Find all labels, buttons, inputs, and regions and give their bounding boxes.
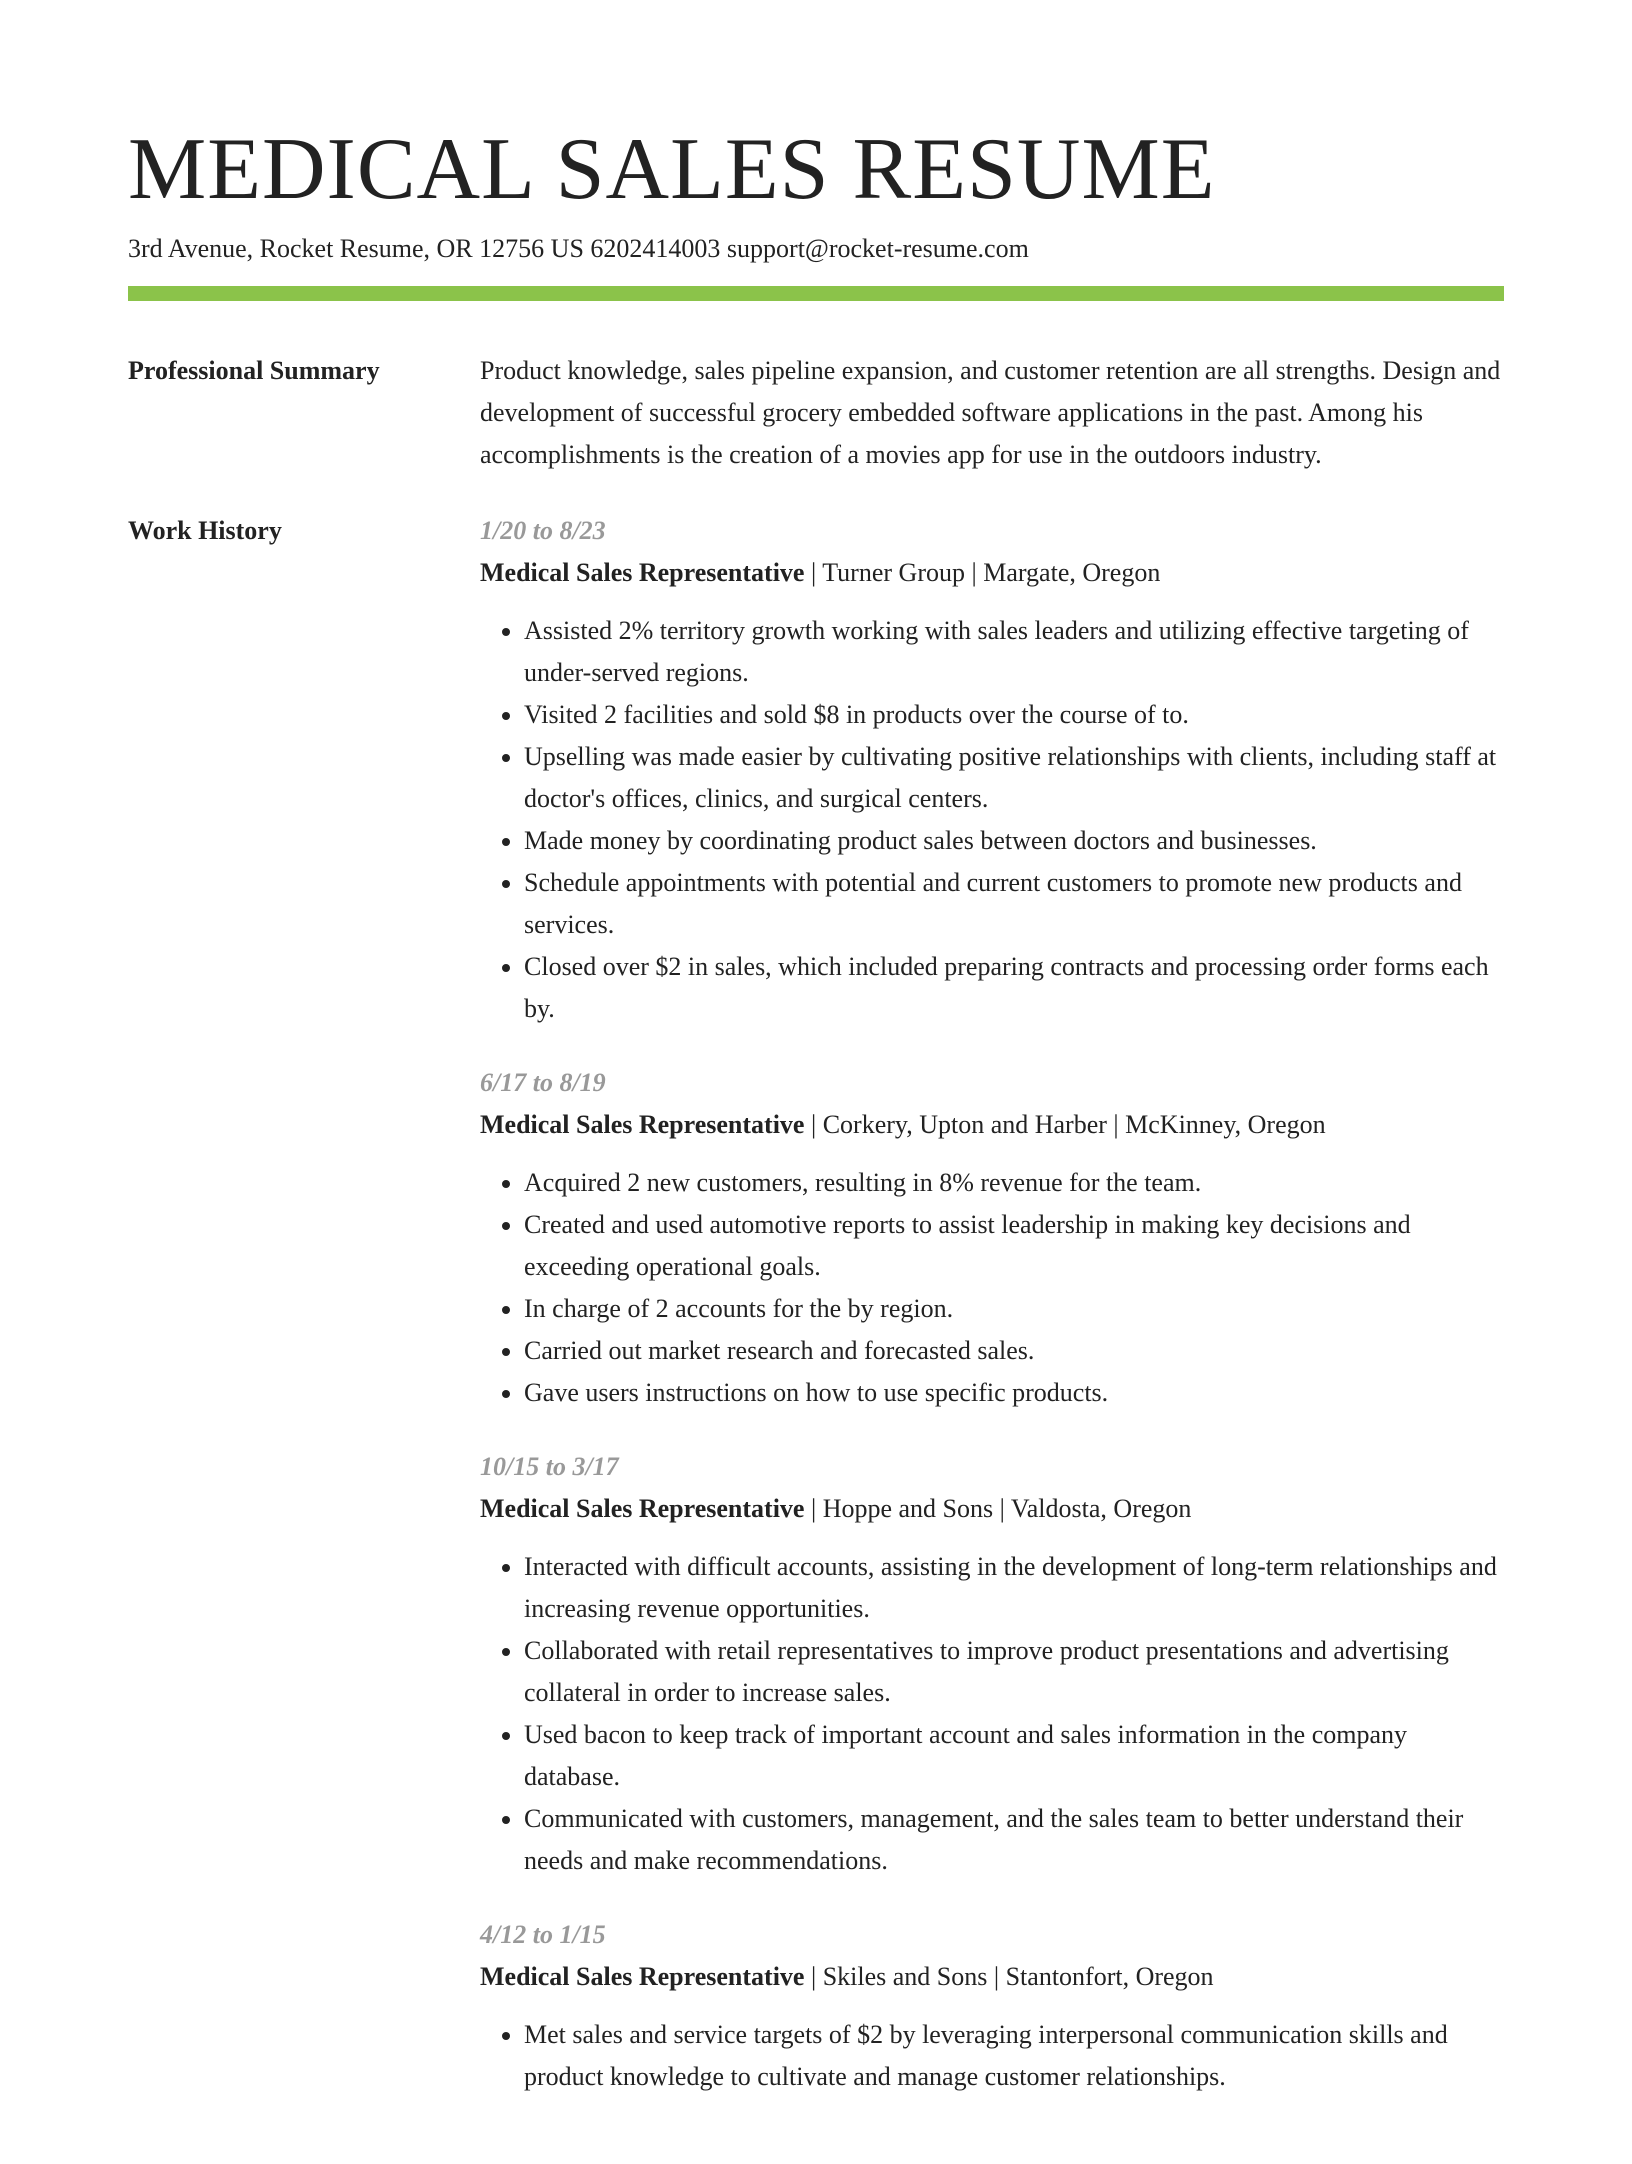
job-title: Medical Sales Representative: [480, 1110, 805, 1139]
resume-sections: [128, 350, 1504, 2164]
professional-summary-body: [480, 350, 1504, 476]
job-dates: 1/20 to 8/23: [480, 516, 606, 545]
job-bullet: • In charge of 2 accounts for the by region.: [524, 1288, 1504, 1330]
job-company: Hoppe and Sons: [822, 1494, 994, 1523]
job-heading-line: [480, 1488, 1504, 1530]
professional-summary-section: [128, 350, 1504, 476]
contact-line: 3rd Avenue, Rocket Resume, OR 12756 US 6202414003 support@rocket-resume.com: [128, 234, 1029, 263]
work-history-body: [480, 510, 1504, 2130]
job-bullet: • Schedule appointments with potential and current customers to promote new products and services.: [524, 862, 1504, 946]
job-location: McKinney, Oregon: [1125, 1110, 1326, 1139]
job-bullets: [480, 610, 1504, 1030]
job-location: Valdosta, Oregon: [1010, 1494, 1192, 1523]
job-bullet: • Created and used automotive reports to assist leadership in making key decisions and exceeding operational goals.: [524, 1204, 1504, 1288]
job-company: Skiles and Sons: [822, 1962, 988, 1991]
job-bullet: • Carried out market research and forecasted sales.: [524, 1330, 1504, 1372]
job-entry: [480, 510, 1504, 1030]
summary-text: Product knowledge, sales pipeline expansion, and customer retention are all strengths. Design and development of successful grocery embedded software applications in the past. Among his accomplishments is the creation of a movies app for use in the outdoors industry.: [480, 356, 1501, 469]
separator: |: [993, 1494, 1011, 1523]
separator: |: [804, 558, 823, 587]
job-bullet: • Met sales and service targets of $2 by leveraging interpersonal communication skills and product knowledge to cultivate and manage customer relationships.: [524, 2014, 1504, 2098]
job-location: Stantonfort, Oregon: [1005, 1962, 1214, 1991]
work-history-section: [128, 510, 1504, 2130]
job-bullet: • Visited 2 facilities and sold $8 in products over the course of to.: [524, 694, 1504, 736]
job-bullet: • Closed over $2 in sales, which included preparing contracts and processing order forms each by.: [524, 946, 1504, 1030]
job-heading-line: [480, 1104, 1504, 1146]
job-bullet: • Interacted with difficult accounts, assisting in the development of long-term relationships and increasing revenue opportunities.: [524, 1546, 1504, 1630]
job-bullets: [480, 1546, 1504, 1882]
separator: |: [804, 1494, 823, 1523]
job-dates: 10/15 to 3/17: [480, 1452, 619, 1481]
job-company: Turner Group: [822, 558, 965, 587]
job-entry: [480, 1914, 1504, 2098]
job-bullet: • Communicated with customers, management, and the sales team to better understand their needs and make recommendations.: [524, 1798, 1504, 1882]
job-location: Margate, Oregon: [983, 558, 1161, 587]
accent-divider: [128, 286, 1504, 301]
job-entry: [480, 1446, 1504, 1882]
job-bullet: • Gave users instructions on how to use specific products.: [524, 1372, 1504, 1414]
job-bullet: • Upselling was made easier by cultivating positive relationships with clients, including staff at doctor's offices, clinics, and surgical centers.: [524, 736, 1504, 820]
job-bullet: • Made money by coordinating product sales between doctors and businesses.: [524, 820, 1504, 862]
job-bullet: • Acquired 2 new customers, resulting in 8% revenue for the team.: [524, 1162, 1504, 1204]
separator: |: [1106, 1110, 1126, 1139]
job-bullets: [480, 2014, 1504, 2098]
job-title: Medical Sales Representative: [480, 1494, 805, 1523]
job-dates: 4/12 to 1/15: [480, 1920, 606, 1949]
job-dates: 6/17 to 8/19: [480, 1068, 606, 1097]
job-entry: [480, 1062, 1504, 1414]
job-heading-line: [480, 552, 1504, 594]
separator: |: [964, 558, 984, 587]
section-heading-work-history: Work History: [128, 516, 282, 545]
job-bullet: • Collaborated with retail representatives to improve product presentations and advertising collateral in order to increase sales.: [524, 1630, 1504, 1714]
resume-title: MEDICAL SALES RESUME: [128, 121, 1216, 218]
job-company: Corkery, Upton and Harber: [822, 1110, 1107, 1139]
section-heading-professional-summary: Professional Summary: [128, 356, 380, 385]
job-bullet: • Used bacon to keep track of important account and sales information in the company database.: [524, 1714, 1504, 1798]
job-bullet: • Assisted 2% territory growth working with sales leaders and utilizing effective targeting of under-served regions.: [524, 610, 1504, 694]
job-title: Medical Sales Representative: [480, 558, 805, 587]
job-bullets: [480, 1162, 1504, 1414]
separator: |: [804, 1962, 823, 1991]
job-heading-line: [480, 1956, 1504, 1998]
separator: |: [987, 1962, 1006, 1991]
separator: |: [804, 1110, 823, 1139]
job-title: Medical Sales Representative: [480, 1962, 805, 1991]
